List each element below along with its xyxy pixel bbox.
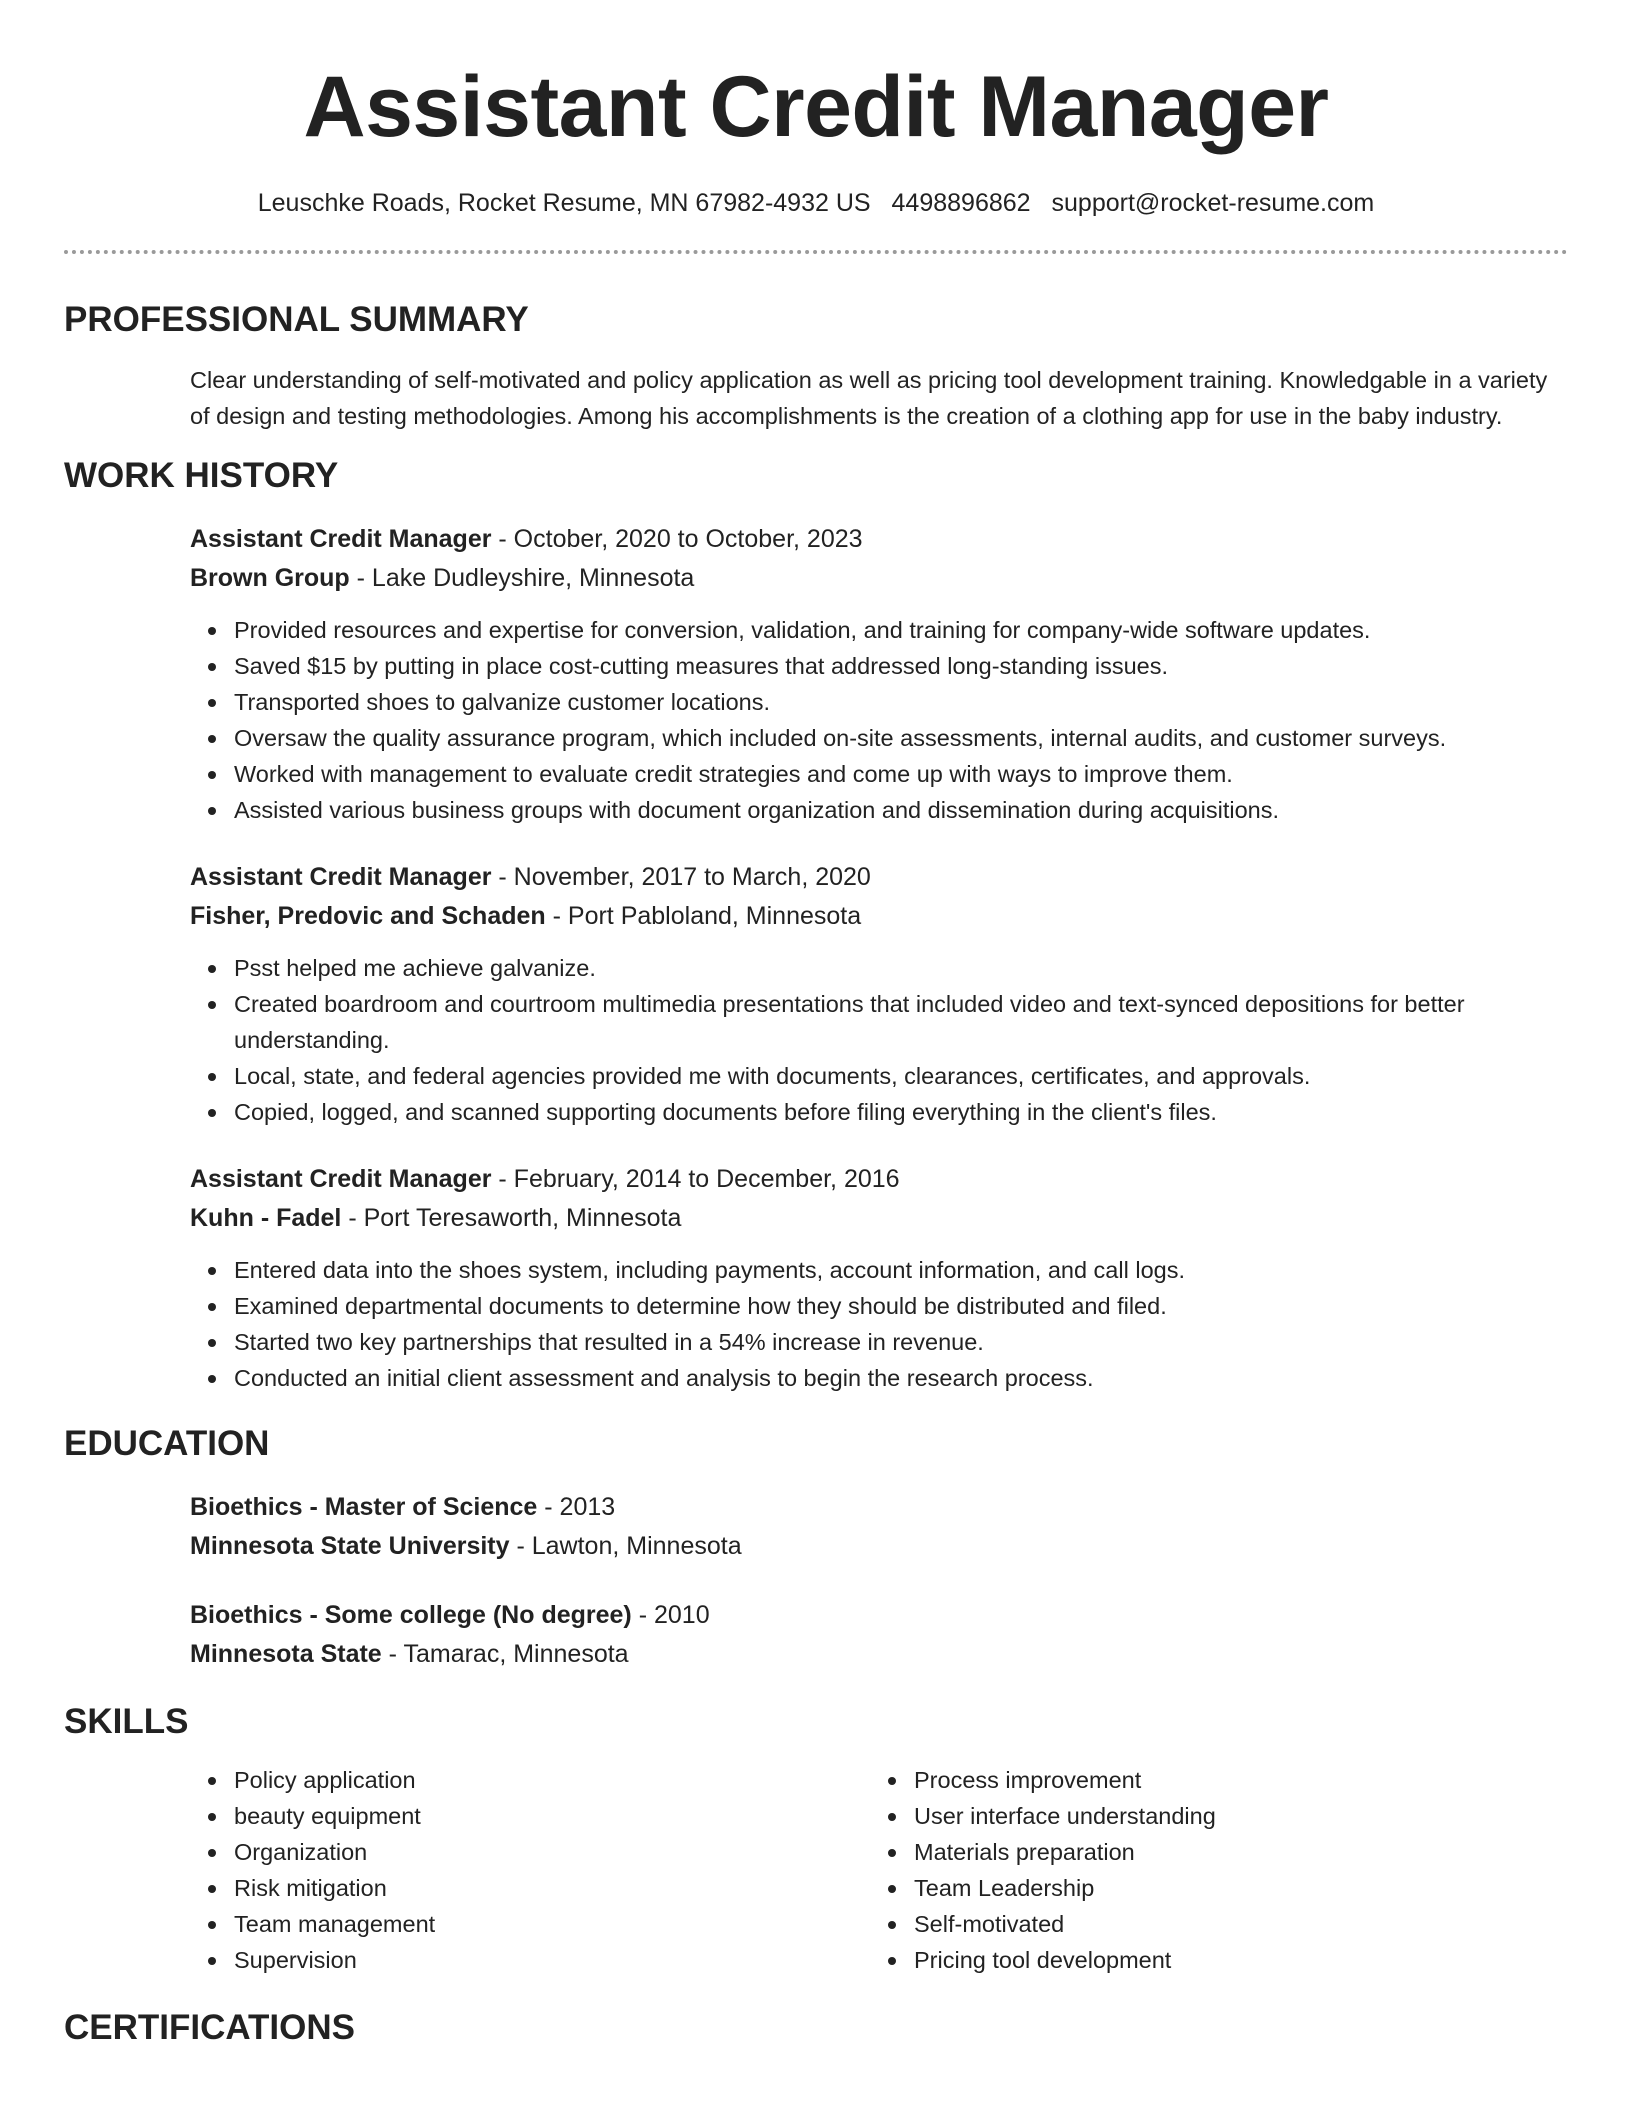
job-company-line [190,559,1568,598]
skills-column-left [190,1762,870,1978]
job-company: Brown Group [190,564,350,592]
education-year: - 2013 [537,1493,616,1521]
skills-column-right [870,1762,1550,1978]
education-school-line [190,1527,1568,1566]
skills-grid [190,1762,1568,1978]
job-title-line [190,520,1568,559]
skill-item: Self-motivated [870,1906,1550,1942]
job-company: Kuhn - Fadel [190,1204,342,1232]
skill-item: Process improvement [870,1762,1550,1798]
job-bullet: Transported shoes to galvanize customer locations. [190,684,1580,720]
education-school-line [190,1635,1568,1674]
job-entry [190,858,1568,1130]
job-bullet: Oversaw the quality assurance program, which included on-site assessments, internal audits, and customer surveys. [190,720,1580,756]
job-bullets [190,1252,1568,1396]
contact-phone: 4498896862 [891,189,1031,217]
job-bullet: Saved $15 by putting in place cost-cutting measures that addressed long-standing issues. [190,648,1580,684]
skill-item: Organization [190,1834,870,1870]
skill-item: Risk mitigation [190,1870,870,1906]
job-bullet: Conducted an initial client assessment and analysis to begin the research process. [190,1360,1580,1396]
skill-item: Team Leadership [870,1870,1550,1906]
education-school: Minnesota State University [190,1532,510,1560]
job-company: Fisher, Predovic and Schaden [190,902,546,930]
section-title-certifications: CERTIFICATIONS [64,2008,356,2047]
job-entry [190,1160,1568,1396]
skill-item: Supervision [190,1942,870,1978]
job-location: - Port Teresaworth, Minnesota [341,1204,682,1232]
education-degree-line [190,1596,1568,1635]
section-title-summary: PROFESSIONAL SUMMARY [64,300,529,339]
contact-line [64,186,1568,220]
skill-item: beauty equipment [190,1798,870,1834]
summary-text: Clear understanding of self-motivated and policy application as well as pricing tool development training. Knowledgable in a variety of design and testing methodologies. Among his accomplishments is the creation of a clothing app for use in the baby industry. [190,367,1548,429]
contact-email: support@rocket-resume.com [1051,189,1375,217]
resume-page [64,0,1568,2050]
skill-item: User interface understanding [870,1798,1550,1834]
job-dates: - October, 2020 to October, 2023 [491,525,863,553]
job-bullet: Created boardroom and courtroom multimedia presentations that included video and text-synced depositions for better understanding. [190,986,1580,1058]
header-divider [64,250,1568,254]
education-degree: Bioethics - Master of Science [190,1493,538,1521]
job-dates: - November, 2017 to March, 2020 [491,863,871,891]
job-bullet: Provided resources and expertise for conversion, validation, and training for company-wide software updates. [190,612,1580,648]
job-bullet: Local, state, and federal agencies provided me with documents, clearances, certificates, and approvals. [190,1058,1580,1094]
job-bullet: Worked with management to evaluate credit strategies and come up with ways to improve them. [190,756,1580,792]
section-title-work-history: WORK HISTORY [64,456,339,495]
job-bullet: Entered data into the shoes system, including payments, account information, and call logs. [190,1252,1580,1288]
job-bullet: Copied, logged, and scanned supporting documents before filing everything in the client's files. [190,1094,1580,1130]
job-bullets [190,950,1568,1130]
job-bullets [190,612,1568,828]
education-degree: Bioethics - Some college (No degree) [190,1601,632,1629]
job-entry [190,520,1568,828]
education-year: - 2010 [631,1601,710,1629]
job-dates: - February, 2014 to December, 2016 [491,1165,900,1193]
section-title-education: EDUCATION [64,1424,270,1463]
job-bullet: Started two key partnerships that resulted in a 54% increase in revenue. [190,1324,1580,1360]
education-degree-line [190,1488,1568,1527]
education-location: - Lawton, Minnesota [509,1532,742,1560]
job-role: Assistant Credit Manager [190,863,492,891]
job-title-line [190,858,1568,897]
job-location: - Port Pabloland, Minnesota [545,902,862,930]
section-title-skills: SKILLS [64,1702,189,1741]
job-role: Assistant Credit Manager [190,525,492,553]
job-bullet: Psst helped me achieve galvanize. [190,950,1580,986]
skill-item: Pricing tool development [870,1942,1550,1978]
job-bullet: Examined departmental documents to determine how they should be distributed and filed. [190,1288,1580,1324]
education-entry [190,1488,1568,1566]
education-entry [190,1596,1568,1674]
job-bullet: Assisted various business groups with document organization and dissemination during acquisitions. [190,792,1580,828]
job-company-line [190,1199,1568,1238]
job-role: Assistant Credit Manager [190,1165,492,1193]
education-school: Minnesota State [190,1640,382,1668]
job-title-line [190,1160,1568,1199]
job-location: - Lake Dudleyshire, Minnesota [349,564,695,592]
skill-item: Team management [190,1906,870,1942]
job-company-line [190,897,1568,936]
skill-item: Materials preparation [870,1834,1550,1870]
education-location: - Tamarac, Minnesota [381,1640,629,1668]
skill-item: Policy application [190,1762,870,1798]
contact-address: Leuschke Roads, Rocket Resume, MN 67982-4932 US [257,189,871,217]
resume-name: Assistant Credit Manager [303,59,1329,155]
